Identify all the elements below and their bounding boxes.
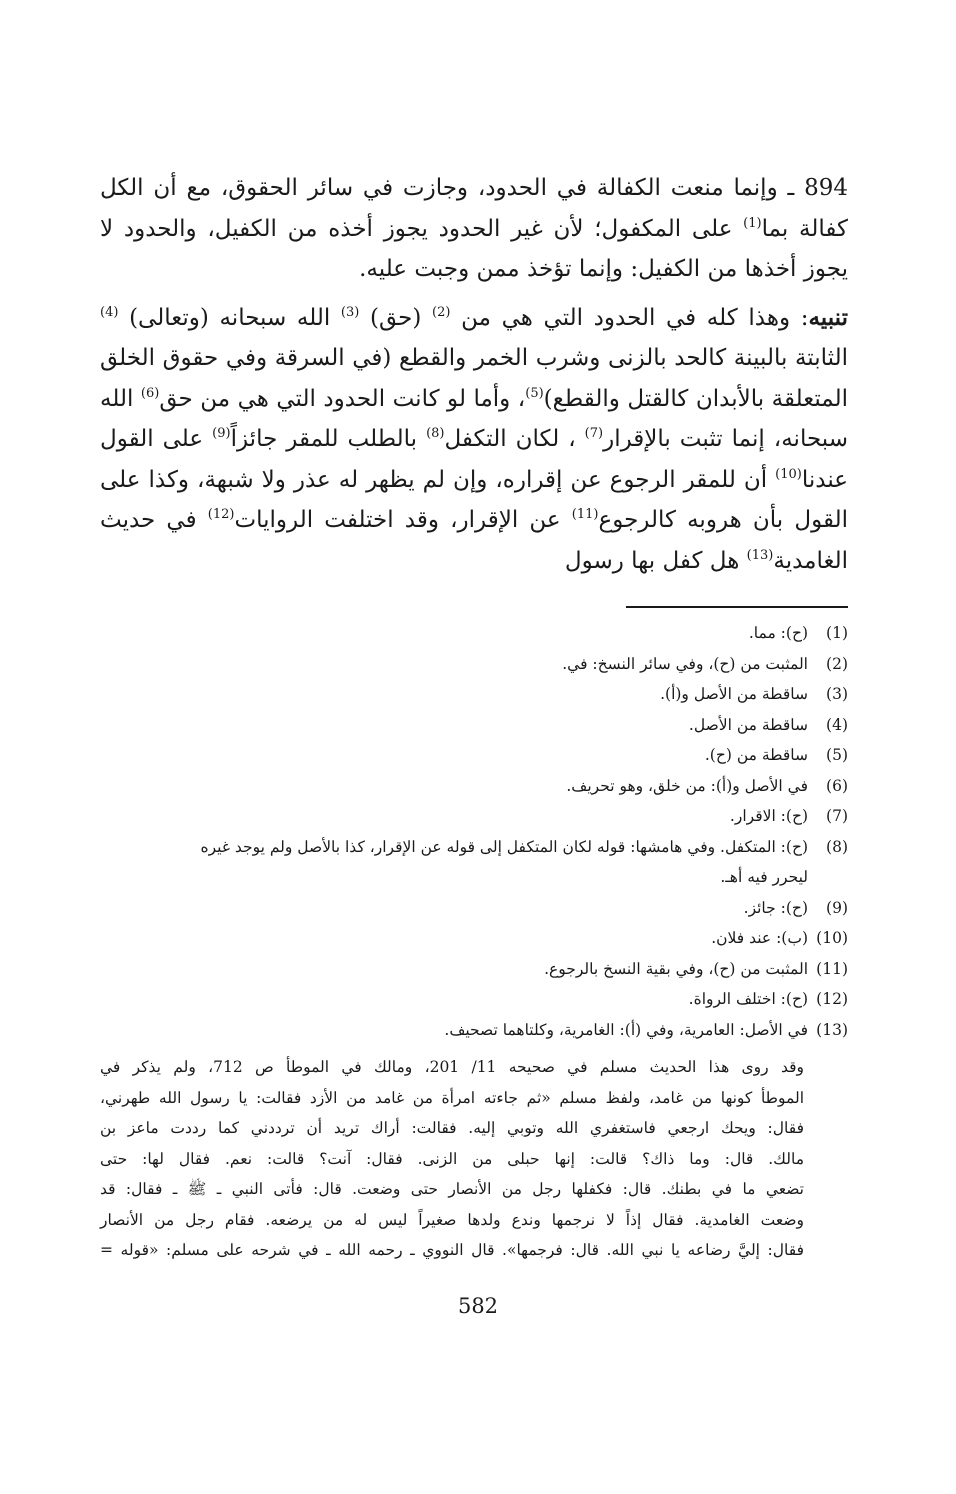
footnote-ref: (7) xyxy=(584,426,604,441)
footnote-ref: (2) xyxy=(432,304,451,320)
footnote-continuation: ليحرر فيه أهـ. xyxy=(720,868,808,886)
footnotes xyxy=(70,618,848,1045)
footnote: (2) المثبت من (ح)، وفي سائر النسخ: في. xyxy=(562,654,848,673)
commentary-line: فقال: ويحك ارجعي فاستغفري الله وتوبي إليه. فقالت: أراك تريد أن ترددني كما رددت ماعز بن xyxy=(100,1119,804,1137)
footnote: (9) (ح): جائز. xyxy=(743,898,848,917)
footnote-commentary xyxy=(100,1052,804,1266)
footnote: (1) (ح): مما. xyxy=(748,624,848,642)
paragraph-tanbih: تنبيه: وهذا كله في الحدود التي هي من $^{(2)}$ (حق) $^{(3)}$ الله سبحانه (وتعالى) $^{(4)}$ الثابتة بالبينة كالحد بالزنى وشرب الخمر والقطع (في السرقة وفي حقوق الخلق المتعلقة بالأبدان كالقتل والقطع)$^{(5)}$، وأما لو كانت الحدود التي هي من حق$^{(6)}$ الله سبحانه، إنما تثبت بالإقرار$^{(7)}$ ، لكان التكفل$^{(8)}$ بالطلب للمقر جائزاً$^{(9)}$ على القول عندنا$^{(10)}$ أن للمقر الرجوع عن إقراره، وإن لم يظهر له عذر ولا شبهة، وكذا على القول بأن هروبه كالرجوع$^{(11)}$ عن الإقرار، وقد اختلفت الروايات$^{(12)}$ في حديث الغامدية$^{(13)}$ هل كفل بها رسول xyxy=(100,303,849,574)
commentary-line: تضعي ما في بطنك. قال: فكفلها رجل من الأنصار حتى وضعت. قال: فأتى النبي ـ ﷺ ـ فقال: قد xyxy=(100,1180,804,1198)
footnote-ref: (3) xyxy=(340,304,360,320)
main-text xyxy=(100,168,848,581)
footnote: (12) (ح): اختلف الرواة. xyxy=(688,990,848,1008)
footnote: (4) ساقطة من الأصل. xyxy=(688,715,848,734)
footnote-ref: (6) xyxy=(140,385,160,401)
page-number: 582 xyxy=(457,1294,499,1318)
paragraph-number: 894 xyxy=(804,175,848,201)
footnote: (7) (ح): الاقرار. xyxy=(729,807,848,825)
footnote: (10) (ب): عند فلان. xyxy=(711,929,848,947)
footnote-ref: (13) xyxy=(746,547,774,563)
commentary-line: وقد روى هذا الحديث مسلم في صحيحه 11/ 201، ومالك في الموطأ ص 712، ولم يذكر في xyxy=(100,1058,804,1076)
footnote-ref: (12) xyxy=(207,507,235,522)
footnote-ref: (4) xyxy=(100,304,119,320)
footnote-ref: (5) xyxy=(525,385,544,401)
commentary-line: وضعت الغامدية. فقال إذاً لا نرجمها وندع ولدها صغيراً ليس له من يرضعه. فقام رجل من الأنصار xyxy=(100,1210,804,1229)
footnote: (3) ساقطة من الأصل و(أ). xyxy=(660,685,848,703)
footnote-ref: (11) xyxy=(571,507,599,522)
paragraph-894: 894 ـ وإنما منعت الكفالة في الحدود، وجازت في سائر الحقوق، مع أن الكل كفالة بما$^{(1)}$ على المكفول؛ لأن غير الحدود يجوز أخذه من الكفيل، والحدود لا يجوز أخذها من الكفيل: وإنما تؤخذ ممن وجبت عليه. xyxy=(100,175,848,282)
commentary-line: الموطأ كونها من غامد، ولفظ مسلم «ثم جاءته امرأة من غامد من الأزد فقالت: يا رسول الله طهرني، xyxy=(100,1088,804,1107)
footnote: (11) المثبت من (ح)، وفي بقية النسخ بالرجوع. xyxy=(544,959,848,978)
commentary-line: مالك. قال: وما ذاك؟ قالت: إنها حبلى من الزنى. فقال: آنت؟ قالت: نعم. فقال لها: حتى xyxy=(100,1149,804,1168)
footnote-separator xyxy=(626,606,848,608)
footnote-ref: (1) xyxy=(743,215,762,231)
footnote: (5) ساقطة من (ح). xyxy=(704,746,848,764)
footnote: (8) (ح): المتكفل. وفي هامشها: قوله لكان المتكفل إلى قوله عن الإقرار، كذا بالأصل ولم يوجد غيره xyxy=(200,837,848,856)
footnote: (13) في الأصل: العامرية، وفي (أ): الغامرية، وكلتاهما تصحيف. xyxy=(444,1020,848,1039)
footnote-ref: (8) xyxy=(426,426,445,441)
commentary-line: فقال: إليَّ رضاعه يا نبي الله. قال: فرجمها». قال النووي ـ رحمه الله ـ في شرحه على مسلم: «قوله = xyxy=(100,1241,804,1259)
footnote-ref: (10) xyxy=(775,466,802,482)
footnote: (6) في الأصل و(أ): من خلق، وهو تحريف. xyxy=(566,776,848,795)
footnote-ref: (9) xyxy=(212,426,231,441)
tanbih-heading: تنبيه xyxy=(808,303,849,331)
